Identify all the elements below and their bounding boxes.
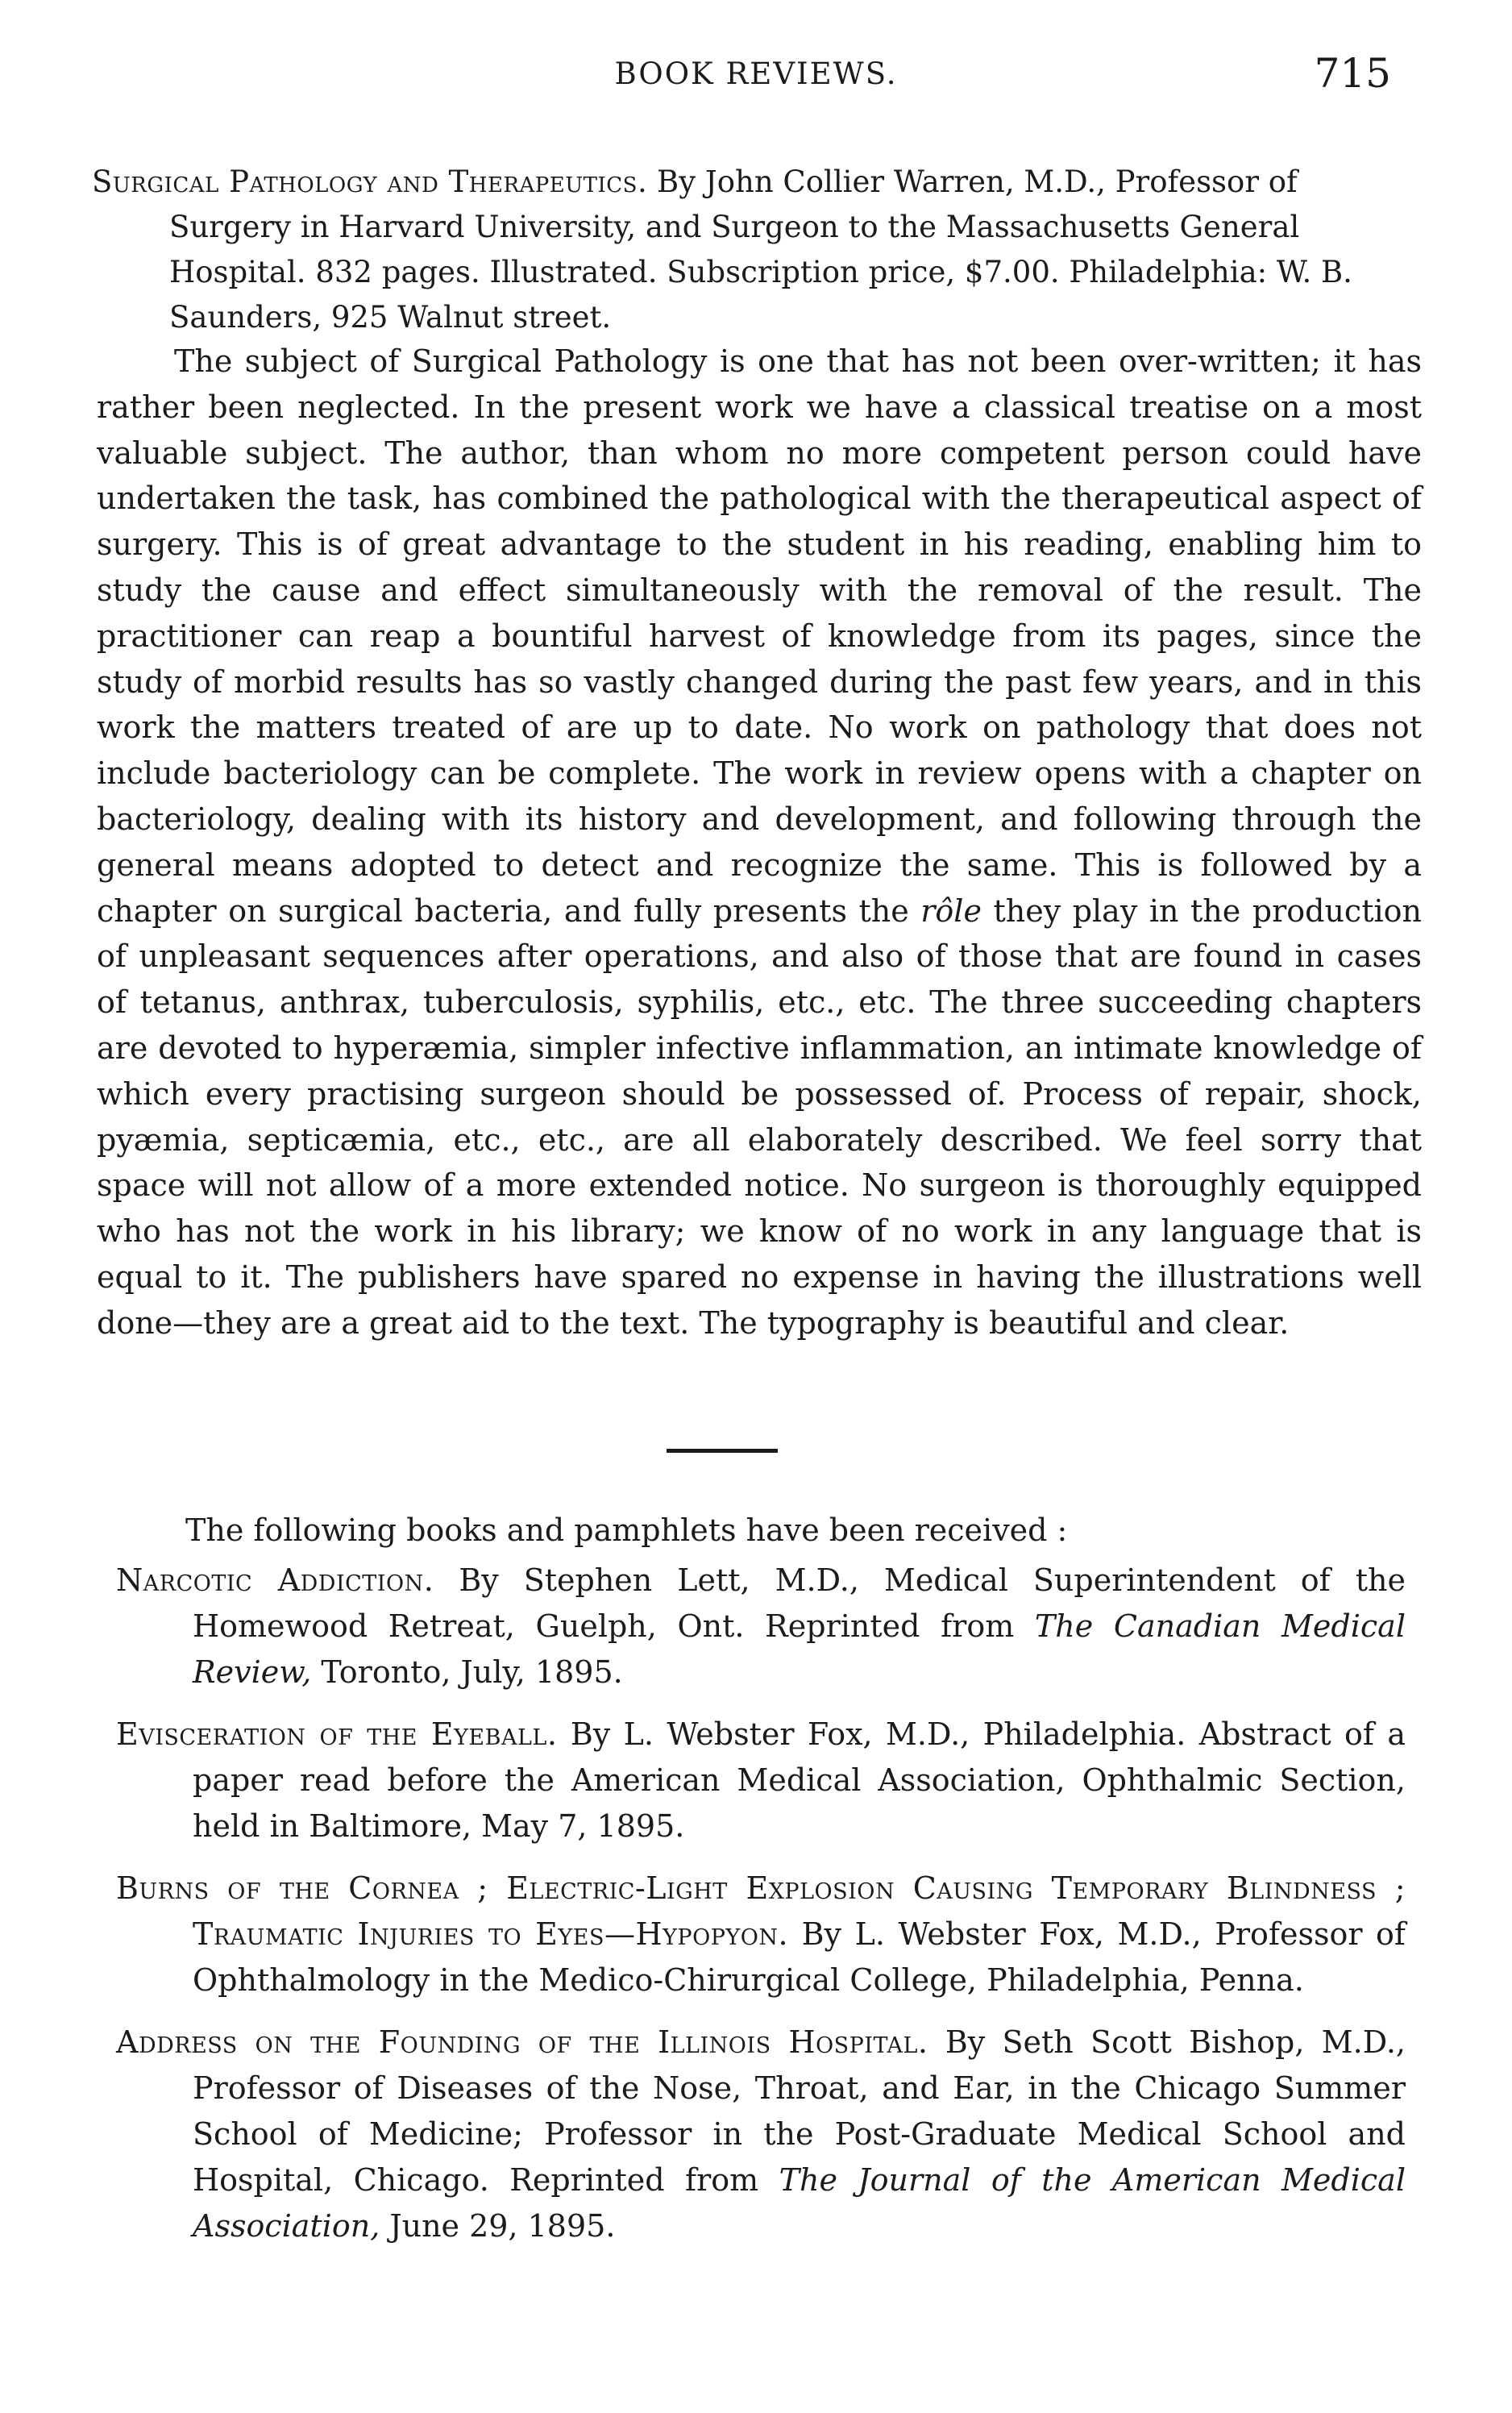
- review-italic-term: rôle: [920, 892, 982, 929]
- entry-title: Narcotic Addiction.: [116, 1562, 434, 1598]
- received-entry: [116, 1712, 1406, 1849]
- section-divider: [667, 1449, 778, 1453]
- received-entry: [116, 1866, 1406, 2003]
- entry-date: Toronto, July, 1895.: [321, 1654, 623, 1690]
- review-text-part-2: they play in the production of unpleasant sequences after operations, and also of those that are found in cases of tetanus, anthrax, tuberculosis, syphilis, etc., etc. The three succeeding chapters are devoted to hyperæmia, simpler infective inflammation, an intimate knowledge of which every practising surgeon should be possessed of. Process of repair, shock, pyæmia, septicæmia, etc., etc., are all elaborately described. We feel sorry that space will not allow of a more extended notice. No surgeon is thoroughly equipped who has not the work in his library; we know of no work in any language that is equal to it. The publishers have spared no expense in having the illustrations well done—they are a great aid to the text. The typography is beautiful and clear.: [97, 892, 1422, 1341]
- review-title: Surgical Pathology and Therapeutics.: [92, 164, 648, 199]
- review-paragraph: [97, 339, 1422, 1346]
- review-citation: By John Collier Warren, M.D., Professor of Surgery in Harvard University, and Surgeon to the Massachusetts General Hospital. 832 pages. Illustrated. Subscription price, $7.00. Philadelphia: W. B. Saunders, 925 Walnut street.: [169, 164, 1352, 335]
- entry-text: By L. Webster Fox, M.D., Philadelphia. Abstract of a paper read before the American Medical Association, Ophthalmic Section, held in Baltimore, May 7, 1895.: [193, 1716, 1406, 1844]
- received-list: [116, 1558, 1406, 2265]
- review-heading: [92, 160, 1422, 340]
- entry-date: June 29, 1895.: [389, 2208, 616, 2244]
- entry-journal: The Canadian Medical Review,: [193, 1608, 1406, 1690]
- entry-title: Evisceration of the Eyeball.: [116, 1716, 558, 1752]
- entry-title: Burns of the Cornea ; Electric-Light Explosion Causing Temporary Blindness ; Traumatic Injuries to Eyes—Hypopyon.: [116, 1870, 1406, 1952]
- received-intro: The following books and pamphlets have been received :: [185, 1512, 1068, 1548]
- entry-text: By Seth Scott Bishop, M.D., Professor of Diseases of the Nose, Throat, and Ear, in the Chicago Summer School of Medicine; Professor in the Post-Graduate Medical School and Hospital, Chicago. Reprinted from: [193, 2024, 1406, 2198]
- entry-journal: The Journal of the American Medical Association,: [193, 2162, 1406, 2244]
- entry-title: Address on the Founding of the Illinois Hospital.: [116, 2024, 928, 2060]
- review-text-part-1: The subject of Surgical Pathology is one that has not been over-written; it has rather been neglected. In the present work we have a classical treatise on a most valuable subject. The author, than whom no more competent person could have undertaken the task, has combined the pathological with the therapeutical aspect of surgery. This is of great advantage to the student in his reading, enabling him to study the cause and effect simultaneously with the removal of the result. The practitioner can reap a bountiful harvest of knowledge from its pages, since the study of morbid results has so vastly changed during the past few years, and in this work the matters treated of are up to date. No work on pathology that does not include bacteriology can be complete. The work in review opens with a chapter on bacteriology, dealing with its history and development, and following through the general means adopted to detect and recognize the same. This is followed by a chapter on surgical bacteria, and fully presents the: [97, 343, 1422, 929]
- entry-text: By Stephen Lett, M.D., Medical Superintendent of the Homewood Retreat, Guelph, Ont. Reprinted from: [193, 1562, 1406, 1644]
- received-entry: [116, 1558, 1406, 1695]
- page-number: 715: [1314, 50, 1391, 97]
- review-citation-block: [92, 160, 1422, 340]
- received-entry: [116, 2020, 1406, 2249]
- running-head: BOOK REVIEWS.: [614, 56, 898, 91]
- entry-text: By L. Webster Fox, M.D., Professor of Ophthalmology in the Medico-Chirurgical College, Philadelphia, Penna.: [193, 1916, 1406, 1998]
- review-body: [97, 339, 1422, 1346]
